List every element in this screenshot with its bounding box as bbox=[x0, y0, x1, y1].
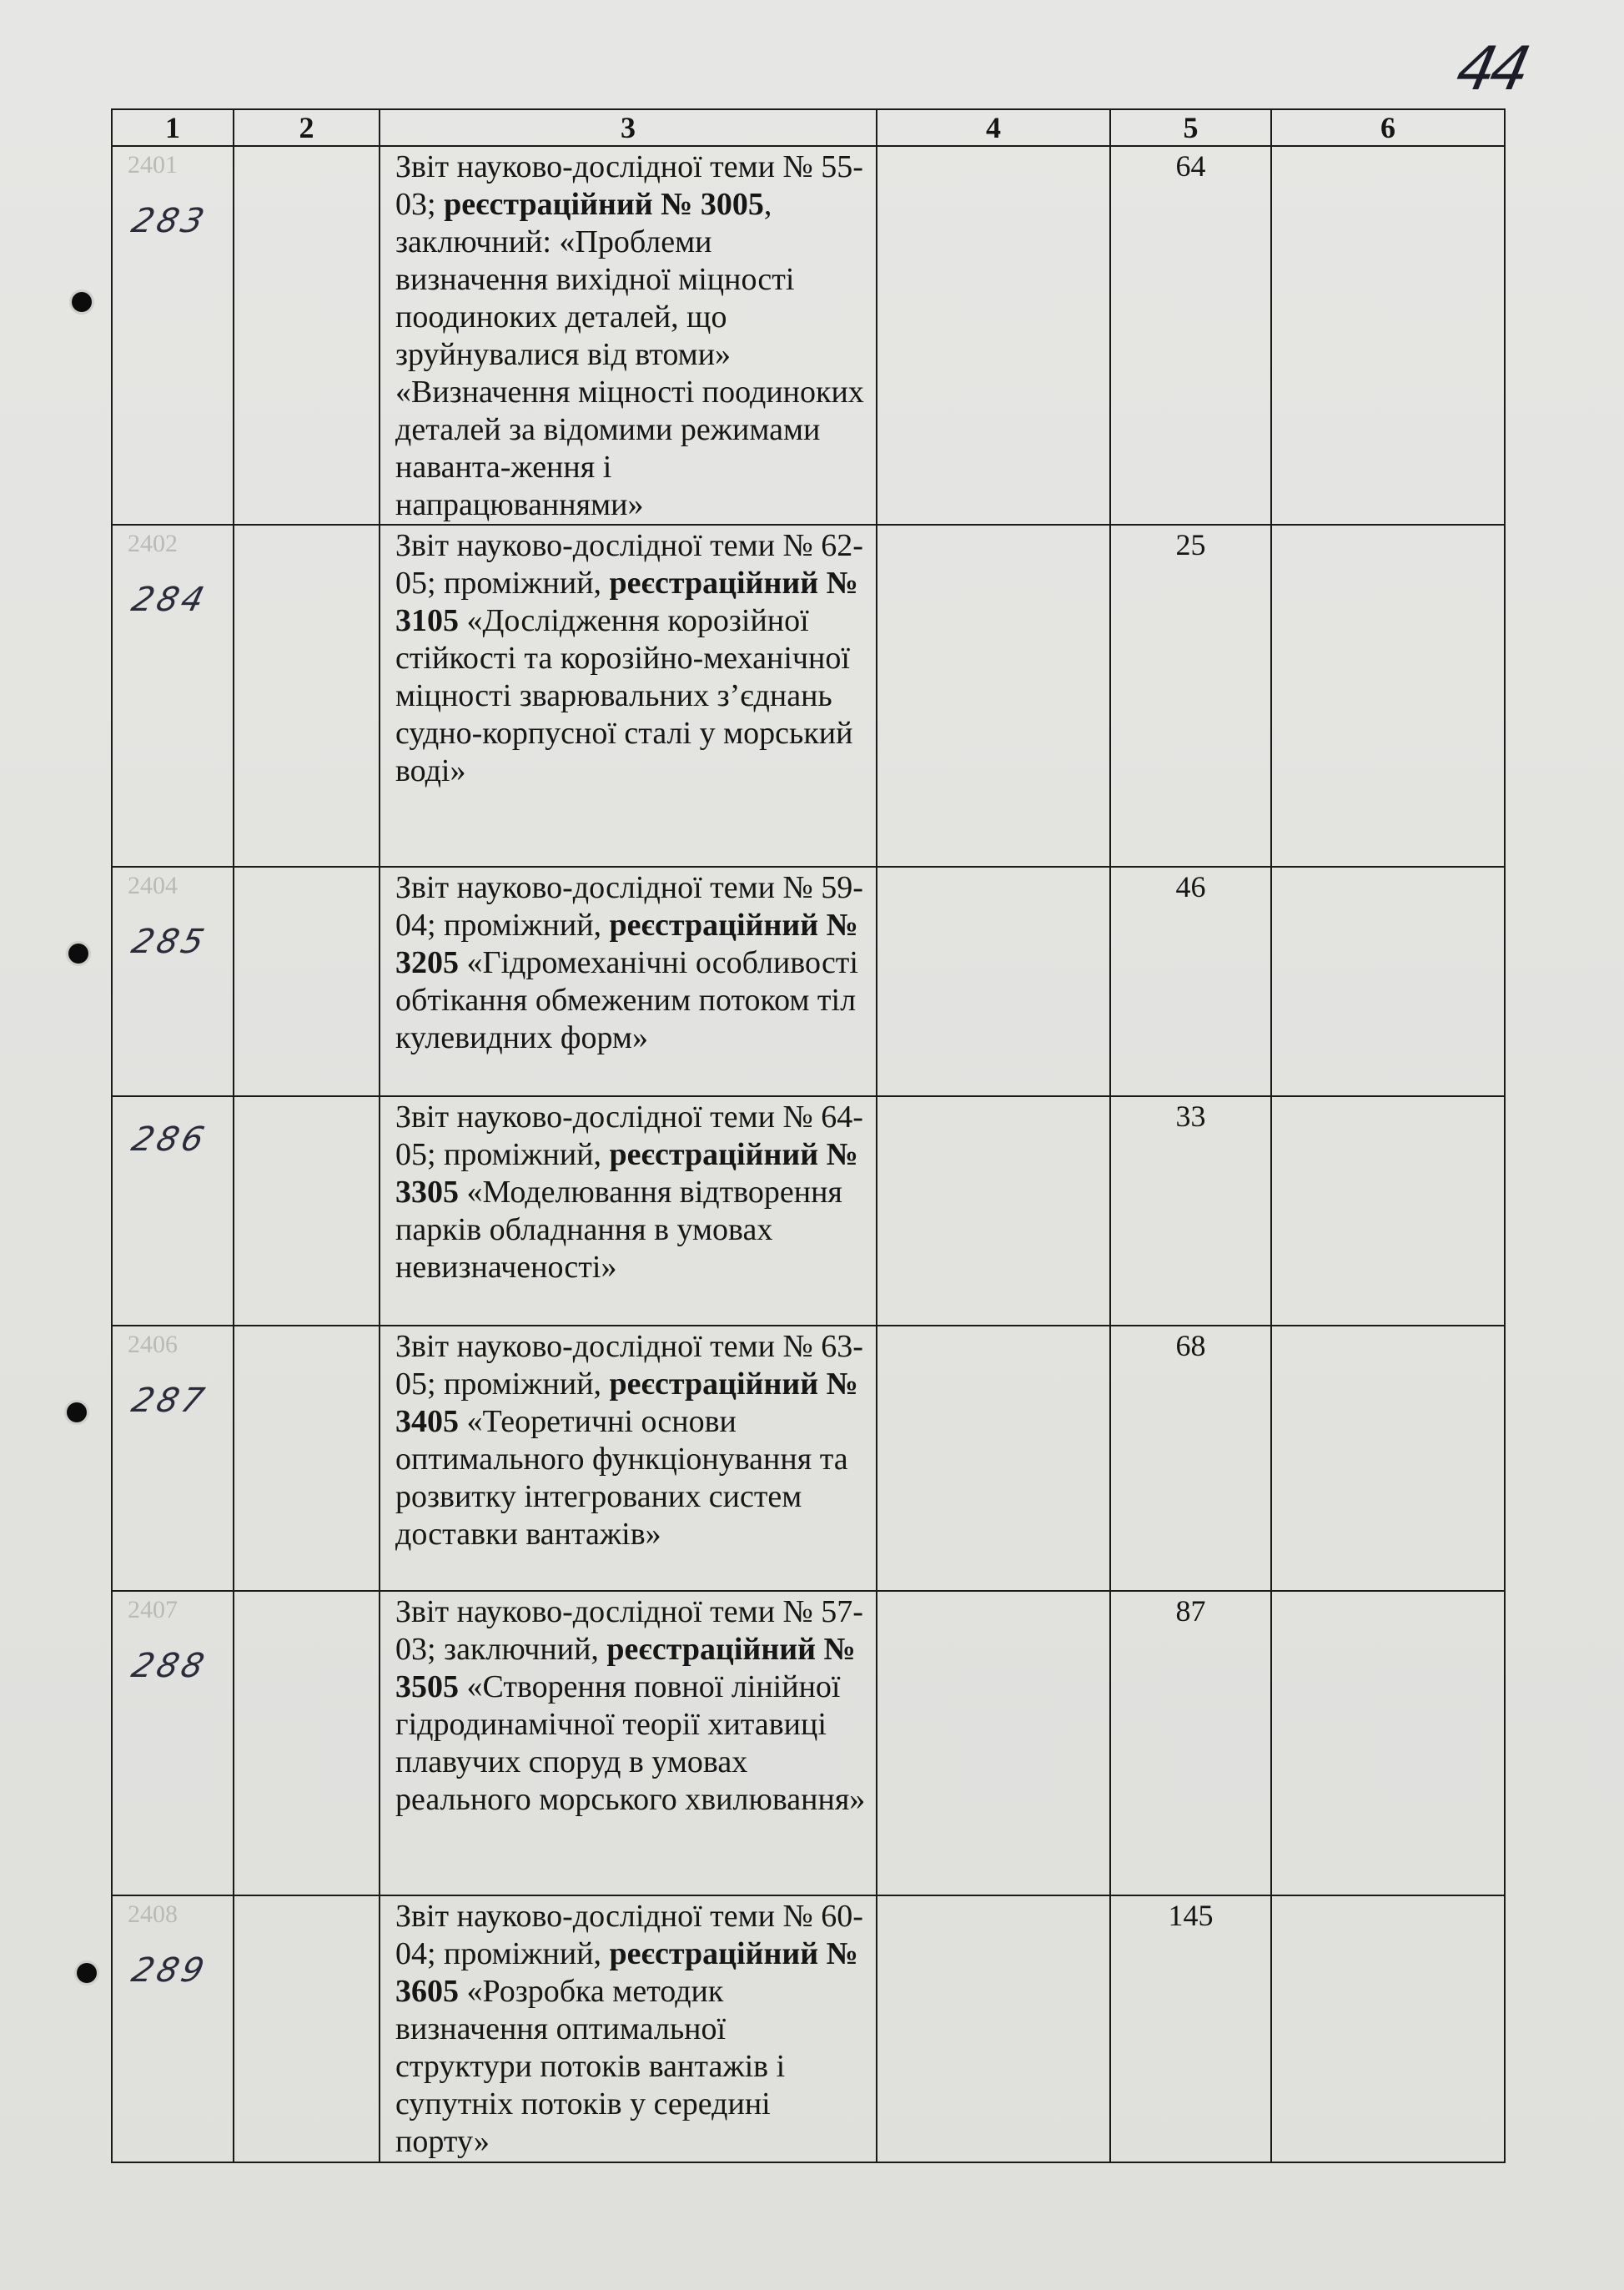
report-title-cell bbox=[380, 525, 877, 867]
table-row bbox=[112, 146, 1505, 525]
report-title-cell bbox=[380, 1895, 877, 2162]
record-number-cell bbox=[112, 1895, 234, 2162]
report-title-rest: , заключний: «Проблеми визначення вихідної міцності поодиноких деталей, що зруйнувалися від втоми» «Визначення міцності поодиноких деталей за відомими режимами наванта-ження і напрацюваннями» bbox=[395, 187, 864, 522]
column-number-header-row bbox=[112, 109, 1505, 146]
report-title-rest: «Розробка методик визначення оптимальної структури потоків вантажів і супутніх потоків у середині порту» bbox=[395, 1974, 786, 2159]
table-row bbox=[112, 525, 1505, 867]
registration-number: реєстраційний № 3205 bbox=[395, 908, 858, 980]
page-count-cell: 68 bbox=[1110, 1326, 1271, 1591]
table-row bbox=[112, 1895, 1505, 2162]
registration-number: реєстраційний № 3605 bbox=[395, 1936, 858, 2009]
report-title: Звіт науково-дослідної теми № 62-05; проміжний, bbox=[395, 528, 863, 601]
column-header: 4 bbox=[877, 109, 1110, 146]
faded-old-number: 2401 bbox=[128, 151, 178, 179]
empty-cell bbox=[1271, 1096, 1505, 1326]
page-count-cell: 145 bbox=[1110, 1895, 1271, 2162]
column-header: 6 bbox=[1271, 109, 1505, 146]
handwritten-record-number: 289 bbox=[128, 1951, 212, 1990]
faded-old-number: 2404 bbox=[128, 872, 178, 899]
punch-hole bbox=[68, 944, 88, 964]
empty-cell bbox=[234, 1096, 380, 1326]
empty-cell bbox=[234, 1895, 380, 2162]
table-row bbox=[112, 1326, 1505, 1591]
empty-cell bbox=[877, 1591, 1110, 1895]
punch-hole bbox=[77, 1963, 97, 1983]
handwritten-record-number: 285 bbox=[128, 923, 212, 961]
faded-old-number: 2408 bbox=[128, 1900, 178, 1928]
handwritten-record-number: 287 bbox=[128, 1382, 212, 1420]
record-number-cell bbox=[112, 1096, 234, 1326]
table-row bbox=[112, 1096, 1505, 1326]
report-title: Звіт науково-дослідної теми № 64-05; проміжний, bbox=[395, 1100, 863, 1172]
handwritten-record-number: 288 bbox=[128, 1647, 212, 1685]
empty-cell bbox=[234, 1591, 380, 1895]
empty-cell bbox=[877, 1895, 1110, 2162]
report-title: Звіт науково-дослідної теми № 60-04; проміжний, bbox=[395, 1899, 863, 1971]
report-title-rest: «Гідромеханічні особливості обтікання обмеженим потоком тіл кулевидних форм» bbox=[395, 945, 858, 1055]
report-title-cell bbox=[380, 1096, 877, 1326]
empty-cell bbox=[1271, 867, 1505, 1096]
punch-hole bbox=[67, 1402, 87, 1422]
record-number-cell bbox=[112, 1591, 234, 1895]
faded-old-number: 2402 bbox=[128, 530, 178, 557]
empty-cell bbox=[1271, 1591, 1505, 1895]
registration-number: реєстраційний № 3005 bbox=[444, 187, 764, 222]
faded-old-number: 2407 bbox=[128, 1596, 178, 1623]
registration-number: реєстраційний № 3105 bbox=[395, 566, 858, 638]
empty-cell bbox=[1271, 1895, 1505, 2162]
empty-cell bbox=[234, 867, 380, 1096]
empty-cell bbox=[234, 146, 380, 525]
handwritten-page-number: 44 bbox=[1451, 33, 1532, 103]
handwritten-record-number: 284 bbox=[128, 581, 212, 619]
empty-cell bbox=[234, 525, 380, 867]
report-title: Звіт науково-дослідної теми № 63-05; проміжний, bbox=[395, 1329, 863, 1402]
record-number-cell bbox=[112, 1326, 234, 1591]
empty-cell bbox=[877, 1326, 1110, 1591]
report-title-rest: «Теоретичні основи оптимального функціонування та розвитку інтегрованих систем доставки вантажів» bbox=[395, 1404, 848, 1552]
registration-number: реєстраційний № 3305 bbox=[395, 1137, 858, 1210]
report-title-cell bbox=[380, 1591, 877, 1895]
empty-cell bbox=[234, 1326, 380, 1591]
record-number-cell bbox=[112, 867, 234, 1096]
punch-hole bbox=[72, 292, 92, 312]
column-header: 2 bbox=[234, 109, 380, 146]
page-count-cell: 25 bbox=[1110, 525, 1271, 867]
report-title: Звіт науково-дослідної теми № 55-03; bbox=[395, 149, 863, 222]
empty-cell bbox=[1271, 525, 1505, 867]
page-count-cell: 87 bbox=[1110, 1591, 1271, 1895]
record-number-cell bbox=[112, 525, 234, 867]
report-title: Звіт науково-дослідної теми № 57-03; заключний, bbox=[395, 1594, 863, 1667]
empty-cell bbox=[877, 1096, 1110, 1326]
column-header: 5 bbox=[1110, 109, 1271, 146]
report-title-cell bbox=[380, 1326, 877, 1591]
empty-cell bbox=[1271, 1326, 1505, 1591]
page-count-cell: 64 bbox=[1110, 146, 1271, 525]
empty-cell bbox=[877, 525, 1110, 867]
report-title-cell bbox=[380, 867, 877, 1096]
handwritten-record-number: 286 bbox=[128, 1120, 212, 1159]
page-count-cell: 46 bbox=[1110, 867, 1271, 1096]
report-title-rest: «Дослідження корозійної стійкості та корозійно-механічної міцності зварювальних з’єднань судно-корпусної сталі у морський воді» bbox=[395, 603, 853, 788]
table-row bbox=[112, 1591, 1505, 1895]
faded-old-number: 2406 bbox=[128, 1331, 178, 1358]
column-header: 3 bbox=[380, 109, 877, 146]
record-number-cell bbox=[112, 146, 234, 525]
column-header: 1 bbox=[112, 109, 234, 146]
registration-number: реєстраційний № 3405 bbox=[395, 1366, 858, 1439]
handwritten-record-number: 283 bbox=[128, 202, 212, 240]
report-title-cell bbox=[380, 146, 877, 525]
report-title: Звіт науково-дослідної теми № 59-04; проміжний, bbox=[395, 870, 863, 943]
report-title-rest: «Моделювання відтворення парків обладнання в умовах невизначеності» bbox=[395, 1175, 842, 1285]
registration-number: реєстраційний № 3505 bbox=[395, 1632, 856, 1704]
empty-cell bbox=[877, 146, 1110, 525]
register-table bbox=[111, 108, 1506, 2163]
empty-cell bbox=[1271, 146, 1505, 525]
empty-cell bbox=[877, 867, 1110, 1096]
report-title-rest: «Створення повної лінійної гідродинамічної теорії хитавиці плавучих споруд в умовах реального морського хвилювання» bbox=[395, 1669, 866, 1817]
page-count-cell: 33 bbox=[1110, 1096, 1271, 1326]
table-row bbox=[112, 867, 1505, 1096]
